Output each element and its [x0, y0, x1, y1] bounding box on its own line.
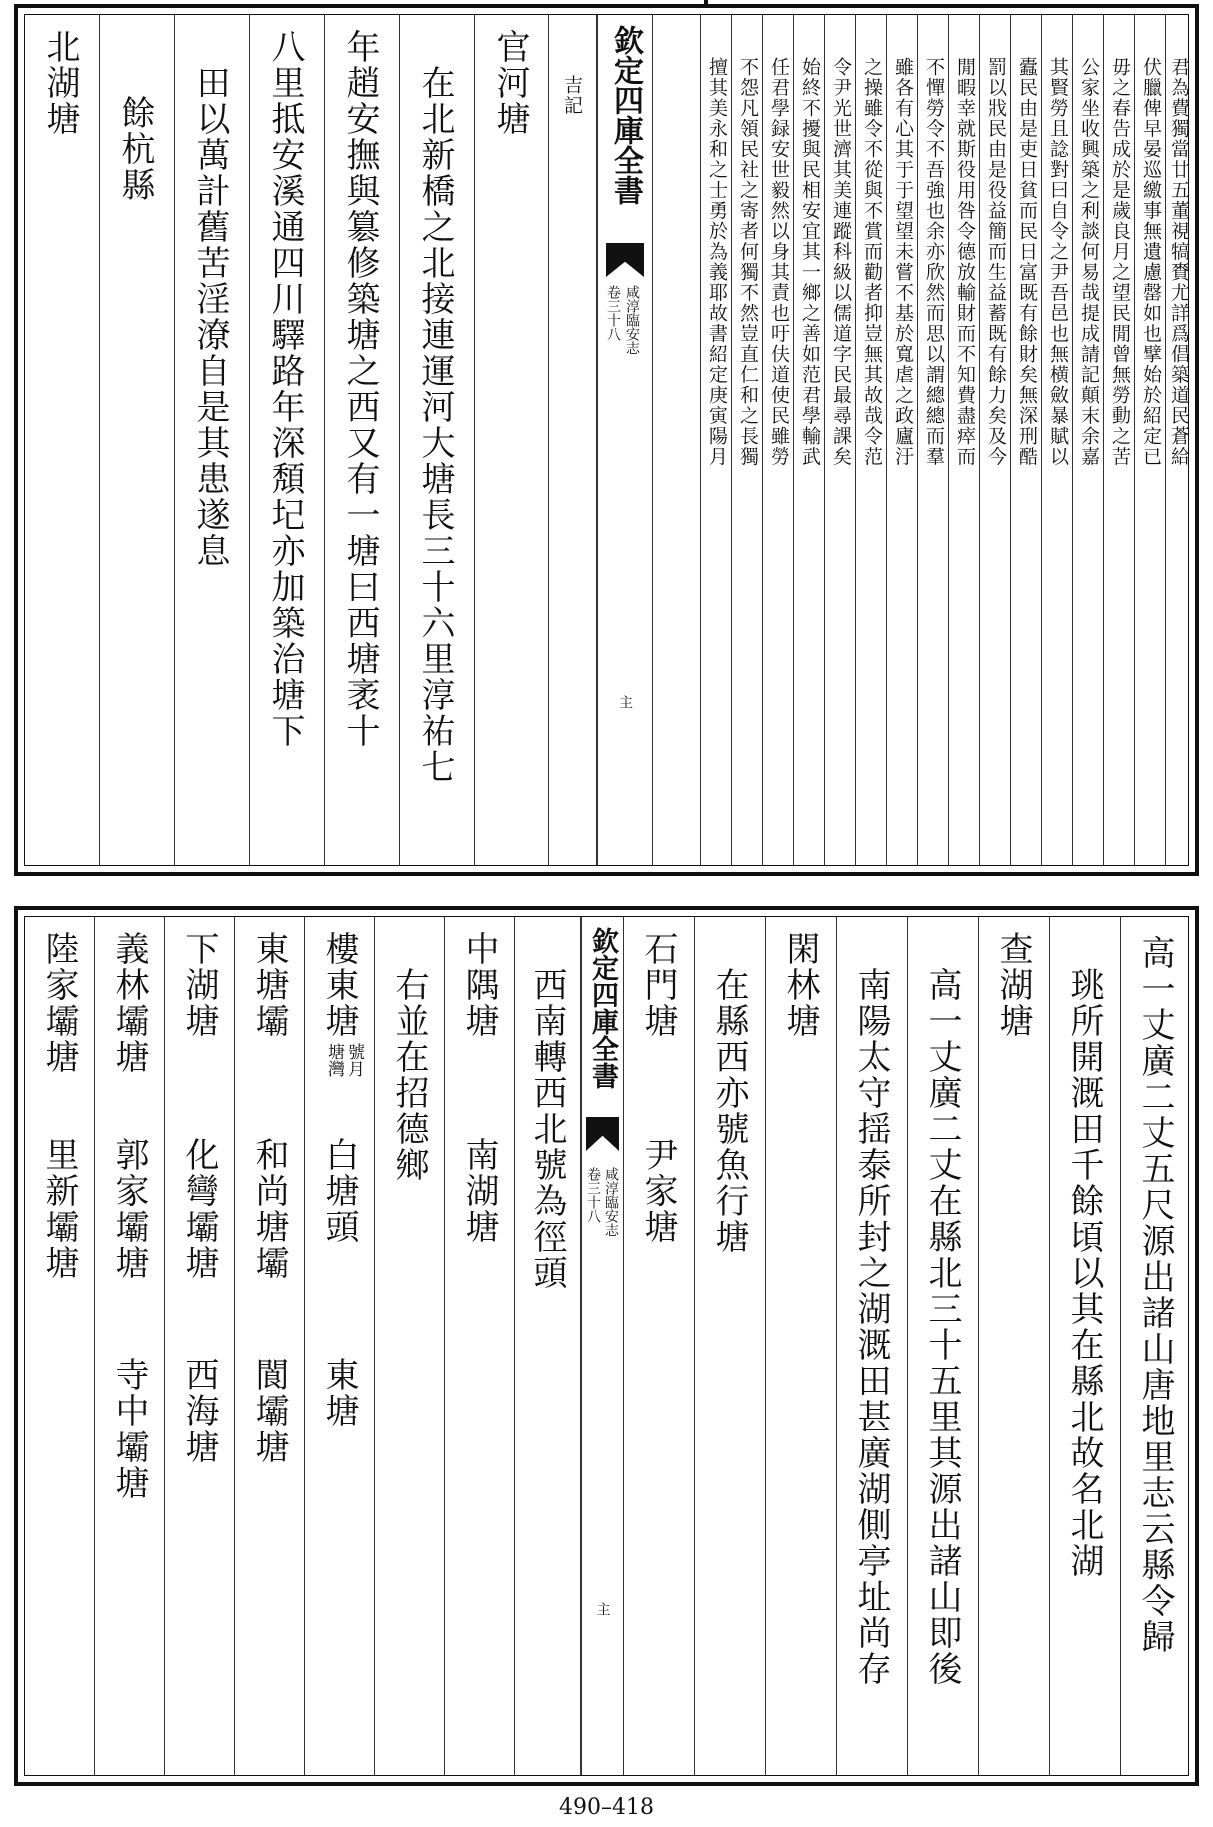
large-column: 查湖塘: [979, 917, 1050, 1775]
large-column: 田以萬計舊苦淫潦自是其患遂息: [175, 15, 250, 865]
page-footer-number: 490–418: [559, 1795, 654, 1820]
gutter-chapter: 卷三十八: [585, 1167, 601, 1223]
gutter-title: 欽定四庫全書: [608, 25, 643, 205]
large-column: 東塘壩 和尚塘壩 閬壩塘: [235, 917, 305, 1775]
large-column: 在縣西亦號魚行塘: [695, 917, 766, 1775]
large-column: 閑林塘: [766, 917, 837, 1775]
fish-tail-mark: [606, 243, 644, 277]
top-page-frame: [24, 14, 1189, 866]
center-gutter: [597, 15, 653, 865]
large-column: 在北新橋之北接連運河大塘長三十六里淳祐七: [400, 15, 475, 865]
gutter-page-number: 主: [594, 1602, 611, 1616]
small-column: 公家坐收興築之利談何易哉提成請記顛末余嘉: [1073, 15, 1104, 865]
large-column: 下湖塘 化彎壩塘 西海塘: [165, 917, 235, 1775]
small-column: 不憚勞令不吾強也余亦欣然而思以謂總總而羣: [918, 15, 949, 865]
small-column: 吉記: [549, 15, 597, 865]
large-column: 餘杭縣: [100, 15, 175, 865]
large-column: 珧所開溉田千餘頃以其在縣北故名北湖: [1050, 917, 1121, 1775]
small-column: 始終不擾與民相安宜其一鄉之善如范君學輸武: [794, 15, 825, 865]
blank-column: [653, 15, 701, 865]
large-column: 右並在招德鄉: [375, 917, 445, 1775]
large-column: 高一丈廣二丈在縣北三十五里其源出諸山即後: [908, 917, 979, 1775]
small-column: 君為費獨當廿五董視犒賚尤詳爲倡築道民蒼給: [1168, 57, 1190, 467]
small-column: 罰以戕民由是役益簡而生益蓄既有餘力矣及今: [980, 15, 1011, 865]
large-column: 石門塘 尹家塘: [624, 917, 695, 1775]
small-column: 任君學録安世毅然以身其責也吁伕道使民雖勞: [763, 15, 794, 865]
large-column: 義林壩塘 郭家壩塘 寺中壩塘: [95, 917, 165, 1775]
large-column: 陸家壩塘 里新壩塘: [25, 917, 95, 1775]
bottom-page-frame: [24, 916, 1189, 1776]
small-column: 蠹民由是吏日貧而民日富既有餘財矣無深刑酷: [1011, 15, 1042, 865]
small-column: 之操雖令不從與不賞而勸者抑豈無其故哉令范: [856, 15, 887, 865]
small-column: 令尹光世濟其美連蹤科級以儒道字民最尋課矣: [825, 15, 856, 865]
gutter-chapter: 卷三十八: [605, 285, 621, 341]
fish-tail-mark: [586, 1117, 619, 1151]
gutter-volume: 咸淳臨安志: [624, 285, 640, 355]
top-page: [14, 4, 1199, 876]
large-column: 年趙安撫與簒修築塘之西又有一塘曰西塘袤十: [325, 15, 400, 865]
large-column: 南陽太守揺泰所封之湖溉田甚廣湖側亭址尚存: [837, 917, 908, 1775]
small-column: 擅其美永和之士勇於為義耶故書紹定庚寅陽月: [701, 15, 732, 865]
small-column: 其賢勞且諗對曰自令之尹吾邑也無横斂暴賦以: [1042, 15, 1073, 865]
large-column: 高一丈廣二丈五尺源出諸山唐地里志云縣令歸: [1135, 935, 1175, 1655]
small-column: 毋之春告成於是歲良月之望民閒曾無勞動之苦: [1104, 15, 1135, 865]
large-column: 中隅塘 南湖塘: [445, 917, 515, 1775]
gutter-title: 欽定四庫全書: [587, 927, 618, 1089]
gutter-page-number: 主: [617, 695, 633, 709]
large-column: 北湖塘: [25, 15, 100, 865]
center-gutter: [581, 917, 624, 1775]
small-column: 伏臘俾早晏巡繳事無遺慮罄如也擘始於紹定已: [1135, 15, 1166, 865]
large-column: 西南轉西北號為徑頭: [515, 917, 581, 1775]
large-column: 官河塘: [475, 15, 549, 865]
small-column: 閒暇幸就斯役用咎令德放輸財而不知費盡瘁而: [949, 15, 980, 865]
gutter-volume: 咸淳臨安志: [603, 1167, 619, 1237]
large-column: 樓東塘 塘灣 號月 白塘頭 東塘: [305, 917, 375, 1775]
large-column: 八里抵安溪通四川驛路年深頽圮亦加築治塘下: [250, 15, 325, 865]
small-column: 不怨凡領民社之寄者何獨不然豈直仁和之長獨: [732, 15, 763, 865]
bottom-page: [14, 906, 1199, 1786]
small-column: 雖各有心其于于望望未嘗不基於寬虐之政廬汙: [887, 15, 918, 865]
